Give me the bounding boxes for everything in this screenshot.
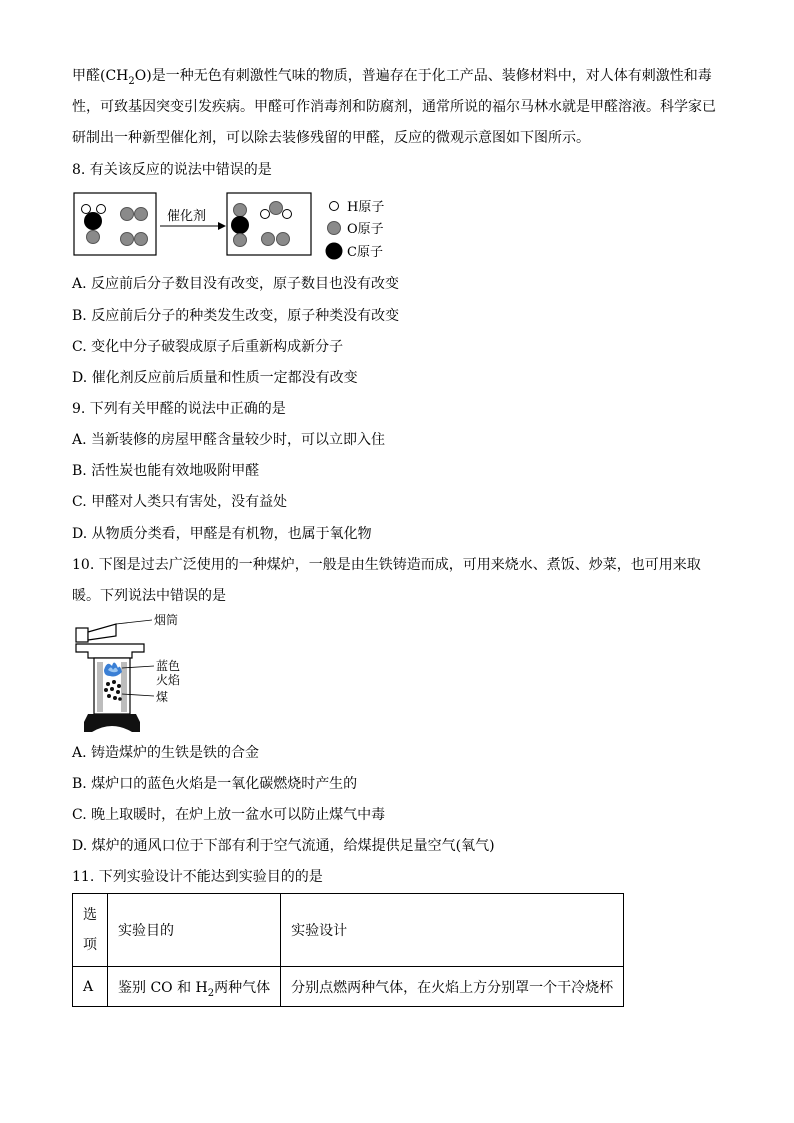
row-a-option-cell: A — [73, 967, 108, 1007]
h-atom-icon — [261, 210, 270, 219]
stove-lining-icon — [121, 662, 127, 712]
h-atom-icon — [82, 205, 91, 214]
subscript: 2 — [207, 987, 215, 999]
q8-option-c: C. 变化中分子破裂成原子后重新构成新分子 — [72, 339, 344, 355]
q8-option-b: B. 反应前后分子的种类发生改变，原子种类没有改变 — [72, 308, 400, 324]
q11-table — [72, 893, 624, 1007]
chimney-pipe-icon — [88, 624, 116, 640]
o-atom-icon — [121, 233, 134, 246]
h-atom-icon — [283, 210, 292, 219]
o-atom-icon — [87, 231, 100, 244]
q9-option-a: A. 当新装修的房屋甲醛含量较少时，可以立即入住 — [72, 432, 386, 448]
row-a-design-cell: 分别点燃两种气体，在火焰上方分别罩一个干冷烧杯 — [281, 967, 624, 1007]
h-atom-icon — [97, 205, 106, 214]
q8-option-d: D. 催化剂反应前后质量和性质一定都没有改变 — [72, 370, 358, 386]
q10-option-c: C. 晚上取暖时，在炉上放一盆水可以防止煤气中毒 — [72, 807, 386, 823]
q9-option-b: B. 活性炭也能有效地吸附甲醛 — [72, 463, 260, 479]
flame-label-1: 蓝色 — [156, 659, 181, 673]
q9-stem: 9. 下列有关甲醛的说法中正确的是 — [72, 401, 286, 417]
coal-stove-figure — [70, 610, 190, 736]
chimney-label: 烟筒 — [154, 613, 179, 627]
q8-option-a: A. 反应前后分子数目没有改变，原子数目也没有改变 — [72, 276, 400, 292]
q11-stem: 11. 下列实验设计不能达到实验目的的是 — [72, 869, 323, 885]
legend-c-icon — [326, 243, 343, 260]
coal-label: 煤 — [156, 690, 169, 704]
q10-stem-line-1: 10. 下图是过去广泛使用的一种煤炉，一般是由生铁铸造而成，可用来烧水、煮饭、炒菜，也可用来取 — [72, 557, 701, 573]
o-atom-icon — [234, 234, 247, 247]
header-option-cell — [73, 894, 108, 967]
legend-o-icon — [328, 222, 341, 235]
header-option-text: 选 — [83, 907, 97, 923]
stove-lining-icon — [97, 662, 103, 712]
catalyst-label: 催化剂 — [167, 209, 207, 224]
q9-option-d: D. 从物质分类看，甲醛是有机物，也属于氧化物 — [72, 526, 372, 542]
o-atom-icon — [270, 202, 283, 215]
q9-option-c: C. 甲醛对人类只有害处，没有益处 — [72, 494, 288, 510]
legend-h-label: H原子 — [347, 200, 385, 215]
c-atom-icon — [231, 216, 249, 234]
c-atom-icon — [84, 212, 102, 230]
header-design-cell: 实验设计 — [281, 894, 624, 967]
chimney-leader-line — [116, 620, 152, 624]
arrow-head-icon — [218, 222, 226, 230]
q10-option-a: A. 铸造煤炉的生铁是铁的合金 — [72, 745, 260, 761]
o-atom-icon — [135, 233, 148, 246]
passage-text: O)是一种无色有刺激性气味的物质，普遍存在于化工产品、装修材料中，对人体有刺激性和毒 — [134, 68, 712, 84]
purpose-text: 鉴别 CO 和 H — [118, 979, 208, 996]
chimney-icon — [76, 628, 88, 642]
purpose-text: 两种气体 — [214, 979, 271, 996]
legend-o-label: O原子 — [347, 222, 384, 237]
o-atom-icon — [234, 204, 247, 217]
stove-top-icon — [76, 644, 144, 658]
passage-line-3: 研制出一种新型催化剂，可以除去装修残留的甲醛，反应的微观示意图如下图所示。 — [72, 130, 590, 146]
o-atom-icon — [135, 208, 148, 221]
header-option-text: 项 — [83, 937, 97, 953]
q10-option-b: B. 煤炉口的蓝色火焰是一氧化碳燃烧时产生的 — [72, 776, 358, 792]
reaction-diagram — [72, 188, 402, 264]
header-purpose-cell: 实验目的 — [108, 894, 281, 967]
o-atom-icon — [121, 208, 134, 221]
o-atom-icon — [277, 233, 290, 246]
passage-line-2: 性，可致基因突变引发疾病。甲醛可作消毒剂和防腐剂，通常所说的福尔马林水就是甲醛溶液。科学家已 — [72, 99, 716, 115]
subscript: 2 — [128, 75, 135, 87]
row-a-purpose-cell — [108, 967, 281, 1007]
q8-stem: 8. 有关该反应的说法中错误的是 — [72, 162, 272, 178]
q10-option-d: D. 煤炉的通风口位于下部有利于空气流通，给煤提供足量空气(氧气) — [72, 838, 495, 854]
legend-h-icon — [330, 202, 339, 211]
passage-text: 甲醛(CH — [72, 68, 129, 84]
stove-base-icon — [84, 714, 140, 732]
o-atom-icon — [262, 233, 275, 246]
flame-label-2: 火焰 — [156, 673, 181, 687]
table-header-row — [73, 894, 624, 967]
q10-stem-line-2: 暖。下列说法中错误的是 — [72, 588, 226, 604]
passage-line-1 — [72, 66, 712, 86]
table-row — [73, 967, 624, 1007]
legend-c-label: C原子 — [347, 245, 383, 260]
